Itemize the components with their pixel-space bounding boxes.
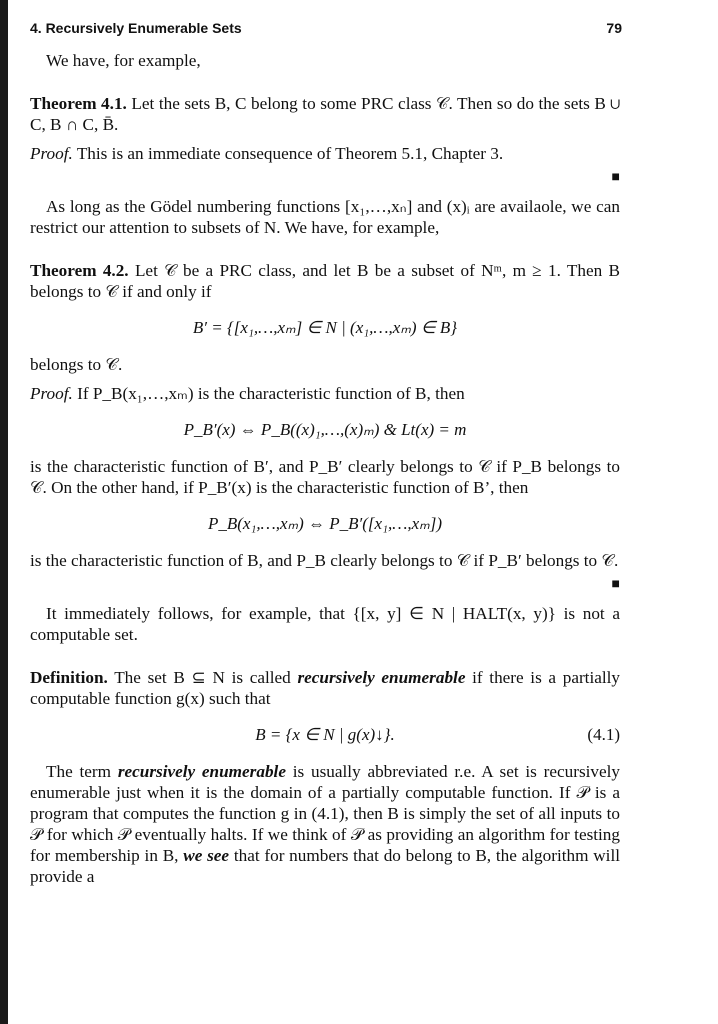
theorem-label: Theorem 4.1.	[30, 94, 127, 113]
page-number: 79	[606, 20, 622, 36]
theorem-4-1	[30, 93, 620, 135]
belongs-paragraph: belongs to 𝒞.	[30, 355, 123, 374]
running-head	[30, 16, 620, 42]
theorem-text: Let the sets B, C belong to some PRC class 𝒞. Then so do the sets B ∪ C, B ∩ C, B̄.	[30, 94, 621, 134]
equation-b-prime: B′ = {[x₁,…,xₘ] ∈ N | (x₁,…,xₘ) ∈ B}	[192, 318, 458, 337]
definition-label: Definition.	[30, 668, 108, 687]
qed-marker: ■	[611, 170, 620, 185]
equation-characteristic-b: P_B(x₁,…,xₘ) ⇔ P_B′([x₁,…,xₘ])	[207, 514, 443, 533]
proof-label: Proof.	[30, 384, 73, 403]
characteristic-paragraph: is the characteristic function of B′, and P_B′ clearly belongs to 𝒞 if P_B belongs to 𝒞. On the other hand, if P_B′(x) is the characteristic function of B’, then	[30, 457, 620, 497]
proof-text: If P_B(x₁,…,xₘ) is the characteristic function of B, then	[77, 384, 465, 403]
equation-4-1-body: B = {x ∈ N | g(x)↓}.	[255, 725, 395, 744]
equation-4-1	[30, 723, 620, 747]
theorem-label: Theorem 4.2.	[30, 261, 129, 280]
definition-re	[30, 667, 620, 709]
proof-text: This is an immediate consequence of Theorem 5.1, Chapter 3.	[76, 144, 504, 163]
para-text-a: The term	[46, 762, 112, 781]
equation-number: (4.1)	[587, 725, 620, 744]
halt-paragraph: It immediately follows, for example, that {[x, y] ∈ N | HALT(x, y)} is not a computable set.	[30, 604, 620, 644]
definition-pre: The set B ⊆ N is called	[114, 668, 291, 687]
conclusion-paragraph: is the characteristic function of B, and P_B clearly belongs to 𝒞 if P_B′ belongs to 𝒞.	[30, 551, 619, 570]
para-text-b: is usually abbreviated r.e. A set is recursively enumerable just when it is the domain of a partially computable function. If 𝒫 is a program that computes the function g in (4.1), then B is simply the set of all inputs to 𝒫 for which 𝒫 eventually halts. If we think of 𝒫 as providing an algorithm for testing for membership in B,	[30, 762, 621, 865]
proof-2	[30, 383, 620, 404]
definition-term: recursively enumerable	[297, 668, 466, 687]
para-text-c: that for numbers that do belong to B, the algorithm will provide a	[30, 846, 620, 886]
emphasized-term: recursively enumerable	[117, 762, 286, 781]
intro-paragraph: We have, for example,	[46, 51, 201, 70]
theorem-text: Let 𝒞 be a PRC class, and let B be a subset of Nᵐ, m ≥ 1. Then B belongs to 𝒞 if and only if	[30, 261, 621, 301]
proof-1	[30, 143, 620, 164]
chapter-title: 4. Recursively Enumerable Sets	[30, 20, 242, 36]
emphasized-we-see: we see	[183, 846, 230, 865]
theorem-4-2	[30, 260, 620, 302]
qed-marker: ■	[611, 577, 620, 592]
re-explanation-paragraph	[30, 761, 620, 887]
godel-paragraph: As long as the Gödel numbering functions [x₁,…,xₙ] and (x)ᵢ are availaole, we can restrict our attention to subsets of N. We have, for example,	[30, 197, 620, 237]
equation-characteristic-b-prime: P_B′(x) ⇔ P_B((x)₁,…,(x)ₘ) & Lt(x) = m	[183, 420, 467, 439]
book-page	[30, 16, 620, 887]
scan-edge	[0, 0, 8, 1024]
proof-label: Proof.	[30, 144, 73, 163]
definition-post: if there is a partially computable function g(x) such that	[30, 668, 620, 708]
